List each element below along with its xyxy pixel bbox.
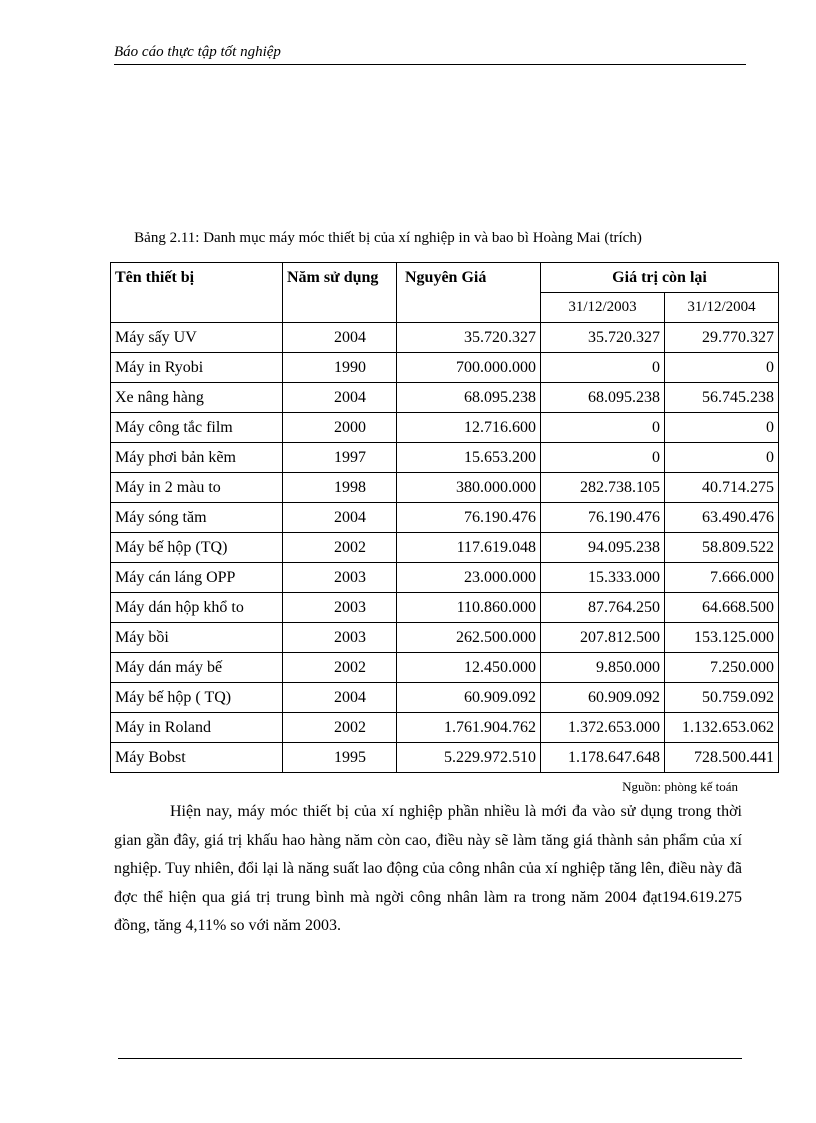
table-row [111,713,779,743]
cell-name: Máy công tắc film [111,413,283,443]
cell-value-2003: 9.850.000 [541,653,665,683]
table-row [111,593,779,623]
cell-year: 1997 [283,443,397,473]
cell-year: 2004 [283,503,397,533]
cell-price: 700.000.000 [397,353,541,383]
cell-value-2003: 282.738.105 [541,473,665,503]
cell-name: Máy in Ryobi [111,353,283,383]
paragraph-text: Hiện nay, máy móc thiết bị của xí nghiệp phần nhiều là mới đa vào sử dụng trong thời gian gần đây, giá trị khấu hao hàng năm còn cao, điều này sẽ làm tăng giá thành sản phẩm của xí nghiệp. Tuy nhiên, đổi lại là năng suất lao động của công nhân của xí nghiệp tăng lên, điều này đã đợc thể hiện qua giá trị trung bình mà ngời công nhân làm ra trong năm 2004 đạt194.619.275 đồng, tăng 4,11% so với năm 2003. [114,803,742,934]
cell-value-2003: 0 [541,413,665,443]
table-row [111,743,779,773]
header-name: Tên thiết bị [111,263,283,323]
header-row [111,263,779,293]
cell-name: Máy Bobst [111,743,283,773]
cell-year: 2003 [283,563,397,593]
page-header [114,44,746,65]
cell-value-2003: 68.095.238 [541,383,665,413]
cell-value-2004: 63.490.476 [665,503,779,533]
cell-price: 35.720.327 [397,323,541,353]
cell-value-2004: 0 [665,413,779,443]
cell-price: 15.653.200 [397,443,541,473]
cell-price: 12.716.600 [397,413,541,443]
table-row [111,353,779,383]
cell-value-2004: 0 [665,443,779,473]
cell-value-2003: 35.720.327 [541,323,665,353]
cell-name: Máy dán hộp khổ to [111,593,283,623]
cell-price: 5.229.972.510 [397,743,541,773]
cell-value-2003: 0 [541,443,665,473]
table-row [111,443,779,473]
table-row [111,383,779,413]
table-row [111,563,779,593]
cell-price: 76.190.476 [397,503,541,533]
cell-price: 68.095.238 [397,383,541,413]
header-remaining: Giá trị còn lại [541,263,779,293]
cell-value-2004: 50.759.092 [665,683,779,713]
cell-year: 2003 [283,593,397,623]
table-caption-text: Bảng 2.11: Danh mục máy móc thiết bị của xí nghiệp in và bao bì Hoàng Mai (trích) [134,230,642,246]
header-price: Nguyên Giá [397,263,541,323]
cell-name: Máy cán láng OPP [111,563,283,593]
header-date-2003: 31/12/2003 [541,293,665,323]
cell-value-2004: 64.668.500 [665,593,779,623]
body-paragraph [114,798,742,941]
cell-year: 2002 [283,713,397,743]
cell-value-2003: 1.178.647.648 [541,743,665,773]
cell-year: 1998 [283,473,397,503]
equipment-table [110,262,779,773]
cell-name: Máy phơi bản kẽm [111,443,283,473]
cell-value-2003: 87.764.250 [541,593,665,623]
cell-price: 110.860.000 [397,593,541,623]
cell-year: 2004 [283,683,397,713]
cell-price: 380.000.000 [397,473,541,503]
cell-name: Máy dán máy bế [111,653,283,683]
cell-year: 2003 [283,623,397,653]
cell-value-2003: 207.812.500 [541,623,665,653]
cell-name: Máy sấy UV [111,323,283,353]
cell-year: 2002 [283,533,397,563]
cell-name: Máy in 2 màu to [111,473,283,503]
cell-name: Máy bế hộp (TQ) [111,533,283,563]
cell-year: 2004 [283,323,397,353]
cell-price: 60.909.092 [397,683,541,713]
table-body [111,323,779,773]
cell-year: 2002 [283,653,397,683]
cell-value-2004: 7.666.000 [665,563,779,593]
cell-price: 23.000.000 [397,563,541,593]
table-row [111,653,779,683]
cell-name: Máy sóng tăm [111,503,283,533]
source-note: Nguồn: phòng kế toán [622,779,738,794]
cell-value-2004: 58.809.522 [665,533,779,563]
cell-name: Máy bế hộp ( TQ) [111,683,283,713]
cell-value-2003: 76.190.476 [541,503,665,533]
cell-year: 2000 [283,413,397,443]
cell-value-2003: 0 [541,353,665,383]
cell-value-2004: 40.714.275 [665,473,779,503]
footer-divider [118,1058,742,1059]
cell-value-2003: 94.095.238 [541,533,665,563]
cell-value-2004: 153.125.000 [665,623,779,653]
table-row [111,623,779,653]
table-row [111,473,779,503]
cell-price: 262.500.000 [397,623,541,653]
cell-value-2003: 15.333.000 [541,563,665,593]
cell-value-2004: 56.745.238 [665,383,779,413]
cell-value-2003: 60.909.092 [541,683,665,713]
cell-price: 12.450.000 [397,653,541,683]
cell-price: 1.761.904.762 [397,713,541,743]
cell-value-2004: 1.132.653.062 [665,713,779,743]
cell-year: 2004 [283,383,397,413]
cell-name: Xe nâng hàng [111,383,283,413]
table-row [111,503,779,533]
header-date-2004: 31/12/2004 [665,293,779,323]
cell-year: 1995 [283,743,397,773]
cell-year: 1990 [283,353,397,383]
header-year: Năm sử dụng [283,263,397,323]
cell-value-2004: 728.500.441 [665,743,779,773]
cell-name: Máy bồi [111,623,283,653]
table-caption [0,230,816,247]
table-row [111,683,779,713]
cell-value-2004: 0 [665,353,779,383]
table-row [111,533,779,563]
table-row [111,323,779,353]
header-title: Báo cáo thực tập tốt nghiệp [114,44,281,60]
cell-value-2004: 29.770.327 [665,323,779,353]
cell-value-2004: 7.250.000 [665,653,779,683]
table-row [111,413,779,443]
cell-value-2003: 1.372.653.000 [541,713,665,743]
cell-name: Máy in Roland [111,713,283,743]
cell-price: 117.619.048 [397,533,541,563]
